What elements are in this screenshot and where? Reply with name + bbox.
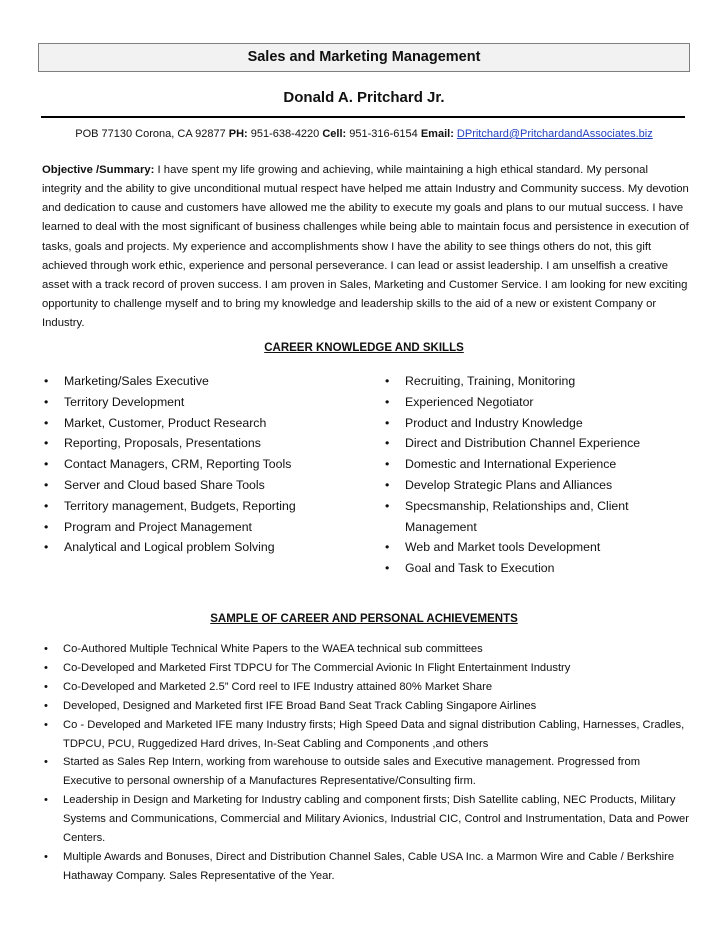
skills-right-list — [385, 371, 690, 579]
achievement-item: • Started as Sales Rep Intern, working from warehouse to outside sales and Executive management. Progressed from Executive to personal ownership of a Manufactures Representative/Consulting firm. — [44, 753, 690, 791]
achievement-item: • Co-Developed and Marketed First TDPCU for The Commercial Avionic In Flight Entertainment Industry — [44, 659, 690, 678]
email-link[interactable]: DPritchard@PritchardandAssociates.biz — [456, 128, 653, 140]
phone-number: 951-638-4220 — [250, 128, 320, 140]
skill-item: • Recruiting, Training, Monitoring — [385, 371, 690, 392]
phone-label: PH: — [228, 128, 248, 140]
objective-text: I have spent my life growing and achieving, while maintaining a high ethical standard. My personal integrity and the ability to give unconditional mutual respect have helped me attain Industry and Community success. My devotion and dedication to cause and customers have allowed me the ability to execute my goals and plans to our mutual success. I have learned to deal with the most significant of business challenges while being able to maintain focus and persistence in execution of tasks, goals and projects. My experience and accomplishments show I have the ability to see things others do not, this gift achieved through work ethic, experience and personal perseverance. I can lead or assist leadership. I am unselfish a creative asset with a track record of proven success. I am proven in Sales, Marketing and Customer Service. I am looking for new exciting opportunity to challenge myself and to bring my knowledge and leadership skills to the aid of a new or existent Company or Industry. — [42, 164, 689, 330]
skill-item: • Goal and Task to Execution — [385, 558, 690, 579]
skill-item: • Web and Market tools Development — [385, 537, 690, 558]
skill-item: • Product and Industry Knowledge — [385, 413, 690, 434]
contact-line — [0, 126, 728, 142]
skill-item: • Reporting, Proposals, Presentations — [44, 433, 344, 454]
skill-item: • Develop Strategic Plans and Alliances — [385, 475, 690, 496]
skill-item: • Program and Project Management — [44, 517, 344, 538]
skills-left-list — [44, 371, 344, 558]
achievement-item: • Developed, Designed and Marketed first IFE Broad Band Seat Track Cabling Singapore Airlines — [44, 697, 690, 716]
skill-item: • Contact Managers, CRM, Reporting Tools — [44, 454, 344, 475]
skill-item: • Server and Cloud based Share Tools — [44, 475, 344, 496]
skill-item: • Territory management, Budgets, Reporting — [44, 496, 344, 517]
achievement-item: • Co - Developed and Marketed IFE many Industry firsts; High Speed Data and signal distribution Cabling, Harnesses, Cradles, TDPCU, PCU, Ruggedized Hard drives, In-Seat Cabling and Components ,and others — [44, 716, 690, 754]
skills-heading: CAREER KNOWLEDGE AND SKILLS — [264, 342, 464, 354]
achievement-item: • Leadership in Design and Marketing for Industry cabling and component firsts; Dish Satellite cabling, NEC Products, Military Systems and Communications, Commercial and Military Avionics, Industrial CIC, Control and Instrumentation, Data and Power Centers. — [44, 791, 690, 848]
email-label: Email: — [420, 128, 454, 140]
cell-label: Cell: — [322, 128, 347, 140]
cell-number: 951-316-6154 — [349, 128, 418, 140]
skill-item: • Market, Customer, Product Research — [44, 413, 344, 434]
objective-summary — [42, 161, 690, 333]
skill-item: • Specsmanship, Relationships and, Client Management — [385, 496, 690, 538]
contact-address: POB 77130 Corona, CA 92877 — [75, 128, 226, 140]
skill-item: • Territory Development — [44, 392, 344, 413]
achievements-list — [44, 640, 690, 886]
achievement-item: • Co-Developed and Marketed 2.5” Cord reel to IFE Industry attained 80% Market Share — [44, 678, 690, 697]
header-divider — [41, 116, 685, 118]
candidate-name: Donald A. Pritchard Jr. — [283, 89, 445, 106]
objective-label: Objective /Summary: — [42, 164, 155, 176]
skill-item: • Direct and Distribution Channel Experience — [385, 433, 690, 454]
achievement-item: • Co-Authored Multiple Technical White Papers to the WAEA technical sub committees — [44, 640, 690, 659]
skill-item: • Domestic and International Experience — [385, 454, 690, 475]
document-title: Sales and Marketing Management — [38, 43, 690, 72]
achievement-item: • Multiple Awards and Bonuses, Direct and Distribution Channel Sales, Cable USA Inc. a Marmon Wire and Cable / Berkshire Hathaway Company. Sales Representative of the Year. — [44, 848, 690, 886]
achievements-heading: SAMPLE OF CAREER AND PERSONAL ACHIEVEMENTS — [210, 613, 518, 625]
skill-item: • Experienced Negotiator — [385, 392, 690, 413]
skill-item: • Marketing/Sales Executive — [44, 371, 344, 392]
skill-item: • Analytical and Logical problem Solving — [44, 537, 344, 558]
